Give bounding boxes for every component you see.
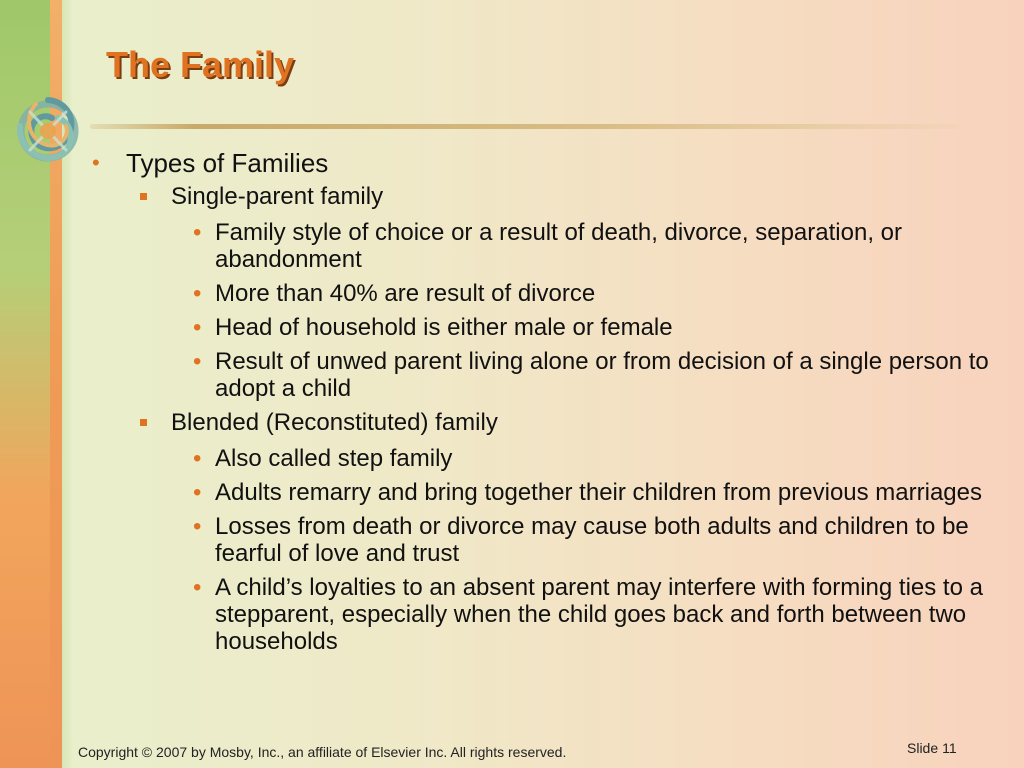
bullet-text: Family style of choice or a result of death, divorce, separation, or abandonment <box>215 219 902 273</box>
bullet-text: A child’s loyalties to an absent parent may interfere with forming ties to a stepparent, especially when the child goes back and forth between two households <box>215 574 983 655</box>
bullet-dot: • <box>193 479 202 506</box>
bullet-level3 <box>92 479 1002 506</box>
bullet-level3 <box>92 219 1002 273</box>
copyright-footer: Copyright © 2007 by Mosby, Inc., an affiliate of Elsevier Inc. All rights reserved. <box>78 744 567 760</box>
bullet-text: Single-parent family <box>171 183 384 210</box>
slide-number <box>907 740 957 756</box>
bullet-dot: • <box>193 314 202 341</box>
bullet-square <box>140 419 147 426</box>
bullet-dot: • <box>193 445 202 472</box>
bullet-level1-types-of-families <box>92 146 1002 180</box>
bullet-text: Types of Families <box>126 148 329 178</box>
bullet-level3 <box>92 348 1002 402</box>
bullet-level3 <box>92 513 1002 567</box>
bullet-level3 <box>92 445 1002 472</box>
bullet-text: Result of unwed parent living alone or from decision of a single person to adopt a child <box>215 348 989 402</box>
bullet-level3 <box>92 574 1002 655</box>
title-divider <box>90 124 960 129</box>
bullet-level2-single-parent <box>92 182 1002 212</box>
bullet-dot: • <box>193 513 202 540</box>
celtic-knot-logo-icon <box>6 88 90 174</box>
bullet-level2-blended <box>92 408 1002 438</box>
slide-label: Slide <box>907 740 939 756</box>
bullet-text: Head of household is either male or female <box>215 314 673 341</box>
bullet-dot: • <box>193 574 202 601</box>
slide-number-value: 11 <box>942 740 957 756</box>
bullet-dot: • <box>193 280 202 307</box>
slide-title: The Family <box>106 44 295 85</box>
bullet-dot: • <box>92 150 100 175</box>
bullet-square <box>140 193 147 200</box>
bullet-dot: • <box>193 219 202 246</box>
bullet-dot: • <box>193 348 202 375</box>
bullet-level3 <box>92 314 1002 341</box>
bullet-text: Losses from death or divorce may cause both adults and children to be fearful of love and trust <box>215 513 969 567</box>
bullet-text: Adults remarry and bring together their children from previous marriages <box>215 479 983 506</box>
bullet-text: More than 40% are result of divorce <box>215 280 596 307</box>
slide-body <box>92 146 1002 655</box>
bullet-text: Also called step family <box>215 445 453 472</box>
bullet-level3 <box>92 280 1002 307</box>
bullet-text: Blended (Reconstituted) family <box>171 409 498 436</box>
